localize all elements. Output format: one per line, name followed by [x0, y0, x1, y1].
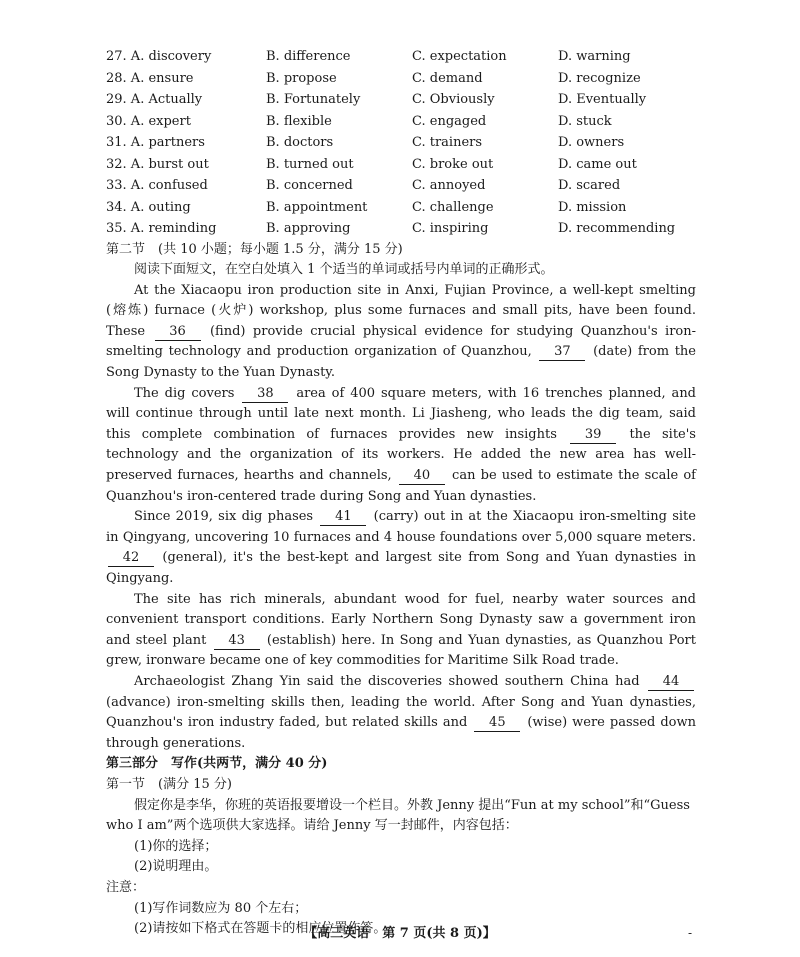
choice-option-d: D. stuck	[558, 113, 612, 129]
choice-option-a: 28. A. ensure	[106, 70, 194, 86]
blank-43[interactable]: 43	[214, 633, 260, 650]
passage-text: can be used to estimate the scale of Quanzhou's iron-centered trade during Song and Yuan dynasties.	[106, 468, 696, 504]
blank-36[interactable]: 36	[155, 324, 201, 341]
part3-heading: 第三部分 写作(共两节，满分 40 分)	[106, 756, 328, 772]
choice-row-31	[106, 132, 696, 154]
passage-text: The dig covers	[134, 385, 235, 401]
choice-row-35	[106, 218, 696, 240]
choice-option-b: B. approving	[266, 221, 351, 236]
blank-39[interactable]: 39	[570, 427, 616, 444]
section2-heading: 第二节 (共 10 小题；每小题 1.5 分，满分 15 分)	[106, 241, 403, 257]
choice-option-d: D. scared	[558, 178, 621, 193]
passage-paragraph-5	[106, 672, 696, 754]
choice-option-b: B. appointment	[266, 199, 368, 215]
choice-option-c: C. trainers	[412, 135, 483, 150]
choice-option-b: B. turned out	[266, 156, 354, 172]
note-title: 注意：	[106, 879, 146, 895]
choice-option-b: B. concerned	[266, 178, 353, 193]
choice-row-32	[106, 154, 696, 176]
choice-option-a: 34. A. outing	[106, 199, 191, 215]
passage-paragraph-4	[106, 590, 696, 672]
choice-option-d: D. recommending	[558, 221, 676, 236]
passage-paragraph-2	[106, 384, 696, 508]
note-item-1: (1)写作词数应为 80 个左右；	[134, 900, 308, 916]
choice-option-d: D. recognize	[558, 70, 641, 86]
passage-text: (wise) were passed down through generations.	[106, 715, 696, 751]
blank-38[interactable]: 38	[242, 386, 288, 403]
choice-option-d: D. came out	[558, 156, 637, 172]
note-item-2: (2)请按如下格式在答题卡的相应位置作答。	[134, 921, 387, 937]
choice-option-d: D. Eventually	[558, 92, 647, 107]
passage-paragraph-3	[106, 507, 696, 589]
choice-option-b: B. propose	[266, 70, 337, 86]
passage-text: (establish) here. In Song and Yuan dynasties, as Quanzhou Port grew, ironware became one of key commodities for Maritime Silk Road trade.	[106, 632, 696, 669]
choice-option-c: C. annoyed	[412, 178, 486, 193]
passage-text: (carry) out in at the Xiacaopu iron-smelting site in Qingyang, uncovering 10 furnaces and 4 house foundations over 5,000 square meters.	[106, 509, 696, 545]
choice-option-b: B. difference	[266, 49, 351, 64]
choice-option-c: C. engaged	[412, 113, 487, 129]
part3-subheading: 第一节 (满分 15 分)	[106, 776, 232, 792]
choice-row-33	[106, 175, 696, 197]
choice-option-b: B. flexible	[266, 113, 332, 129]
page-footer: 【高三英语 第 7 页(共 8 页)】	[304, 926, 496, 941]
blank-41[interactable]: 41	[320, 509, 366, 526]
passage-paragraph-1	[106, 281, 696, 384]
passage-text: (find) provide crucial physical evidence for studying Quanzhou's iron-smelting technology and production organization of Quanzhou,	[106, 323, 697, 360]
passage-text: The site has rich minerals, abundant wood for fuel, nearby water sources and convenient transport conditions. Early Northern Song Dynasty saw a government iron and steel plant	[106, 591, 696, 648]
passage-text: (general), it's the best-kept and largest site from Song and Yuan dynasties in Qingyang.	[106, 550, 696, 586]
choice-option-a: 29. A. Actually	[106, 92, 203, 107]
passage-text: area of 400 square meters, with 16 trenches planned, and will continue through until late next month. Li Jiasheng, who leads the dig team, said this complete combination of furnaces provides new insights	[106, 385, 697, 442]
choice-row-27	[106, 46, 696, 68]
task-item-1: (1)你的选择；	[134, 838, 218, 854]
choice-option-a: 31. A. partners	[106, 135, 205, 150]
choice-table	[106, 46, 696, 240]
choice-option-c: C. inspiring	[412, 221, 489, 236]
choice-option-d: D. owners	[558, 135, 625, 150]
choice-option-c: C. challenge	[412, 199, 494, 215]
task-item-2: (2)说明理由。	[134, 859, 218, 875]
passage-text: (date) from the Song Dynasty to the Yuan Dynasty.	[106, 344, 696, 381]
choice-option-b: B. doctors	[266, 135, 334, 150]
writing-section	[106, 754, 696, 939]
blank-40[interactable]: 40	[399, 468, 445, 485]
choice-option-d: D. warning	[558, 49, 631, 64]
writing-task: 假定你是李华，你班的英语报要增设一个栏目。外教 Jenny 提出“Fun at my school”和“Guess who I am”两个选项供大家选择。请给 Jenny 写一封邮件，内容包括：	[106, 797, 690, 834]
corner-mark: -	[688, 926, 693, 940]
choice-option-a: 30. A. expert	[106, 113, 191, 129]
choice-option-c: C. broke out	[412, 156, 494, 172]
blank-44[interactable]: 44	[648, 674, 694, 691]
passage-text: Since 2019, six dig phases	[134, 509, 314, 525]
choice-option-a: 27. A. discovery	[106, 49, 212, 64]
choice-option-a: 33. A. confused	[106, 178, 208, 193]
choice-row-29	[106, 89, 696, 111]
passage-text: the site's technology and the organization of its workers. He added the new area has well-preserved furnaces, hearths and channels,	[106, 426, 696, 484]
choice-row-28	[106, 68, 696, 90]
choice-row-30	[106, 111, 696, 133]
choice-option-d: D. mission	[558, 199, 627, 215]
choice-option-c: C. Obviously	[412, 92, 495, 107]
passage-text: At the Xiacaopu iron production site in Anxi, Fujian Province, a well-kept smelting (熔炼) furnace (火炉) workshop, plus some furnaces and small pits, have been found. These	[106, 282, 696, 339]
exam-page	[106, 46, 696, 940]
choice-row-34	[106, 197, 696, 219]
passage-text: Archaeologist Zhang Yin said the discoveries showed southern China had	[134, 673, 640, 689]
choice-option-a: 35. A. reminding	[106, 221, 217, 236]
choice-option-c: C. expectation	[412, 49, 507, 64]
choice-option-c: C. demand	[412, 70, 483, 86]
passage-text: (advance) iron-smelting skills then, leading the world. After Song and Yuan dynasties, Quanzhou's iron industry faded, but related skills and	[106, 694, 696, 731]
blank-45[interactable]: 45	[474, 715, 520, 732]
blank-37[interactable]: 37	[539, 344, 585, 361]
choice-option-a: 32. A. burst out	[106, 156, 209, 172]
blank-42[interactable]: 42	[108, 550, 154, 567]
section2-instruction: 阅读下面短文，在空白处填入 1 个适当的单词或括号内单词的正确形式。	[134, 262, 554, 278]
choice-option-b: B. Fortunately	[266, 92, 361, 107]
